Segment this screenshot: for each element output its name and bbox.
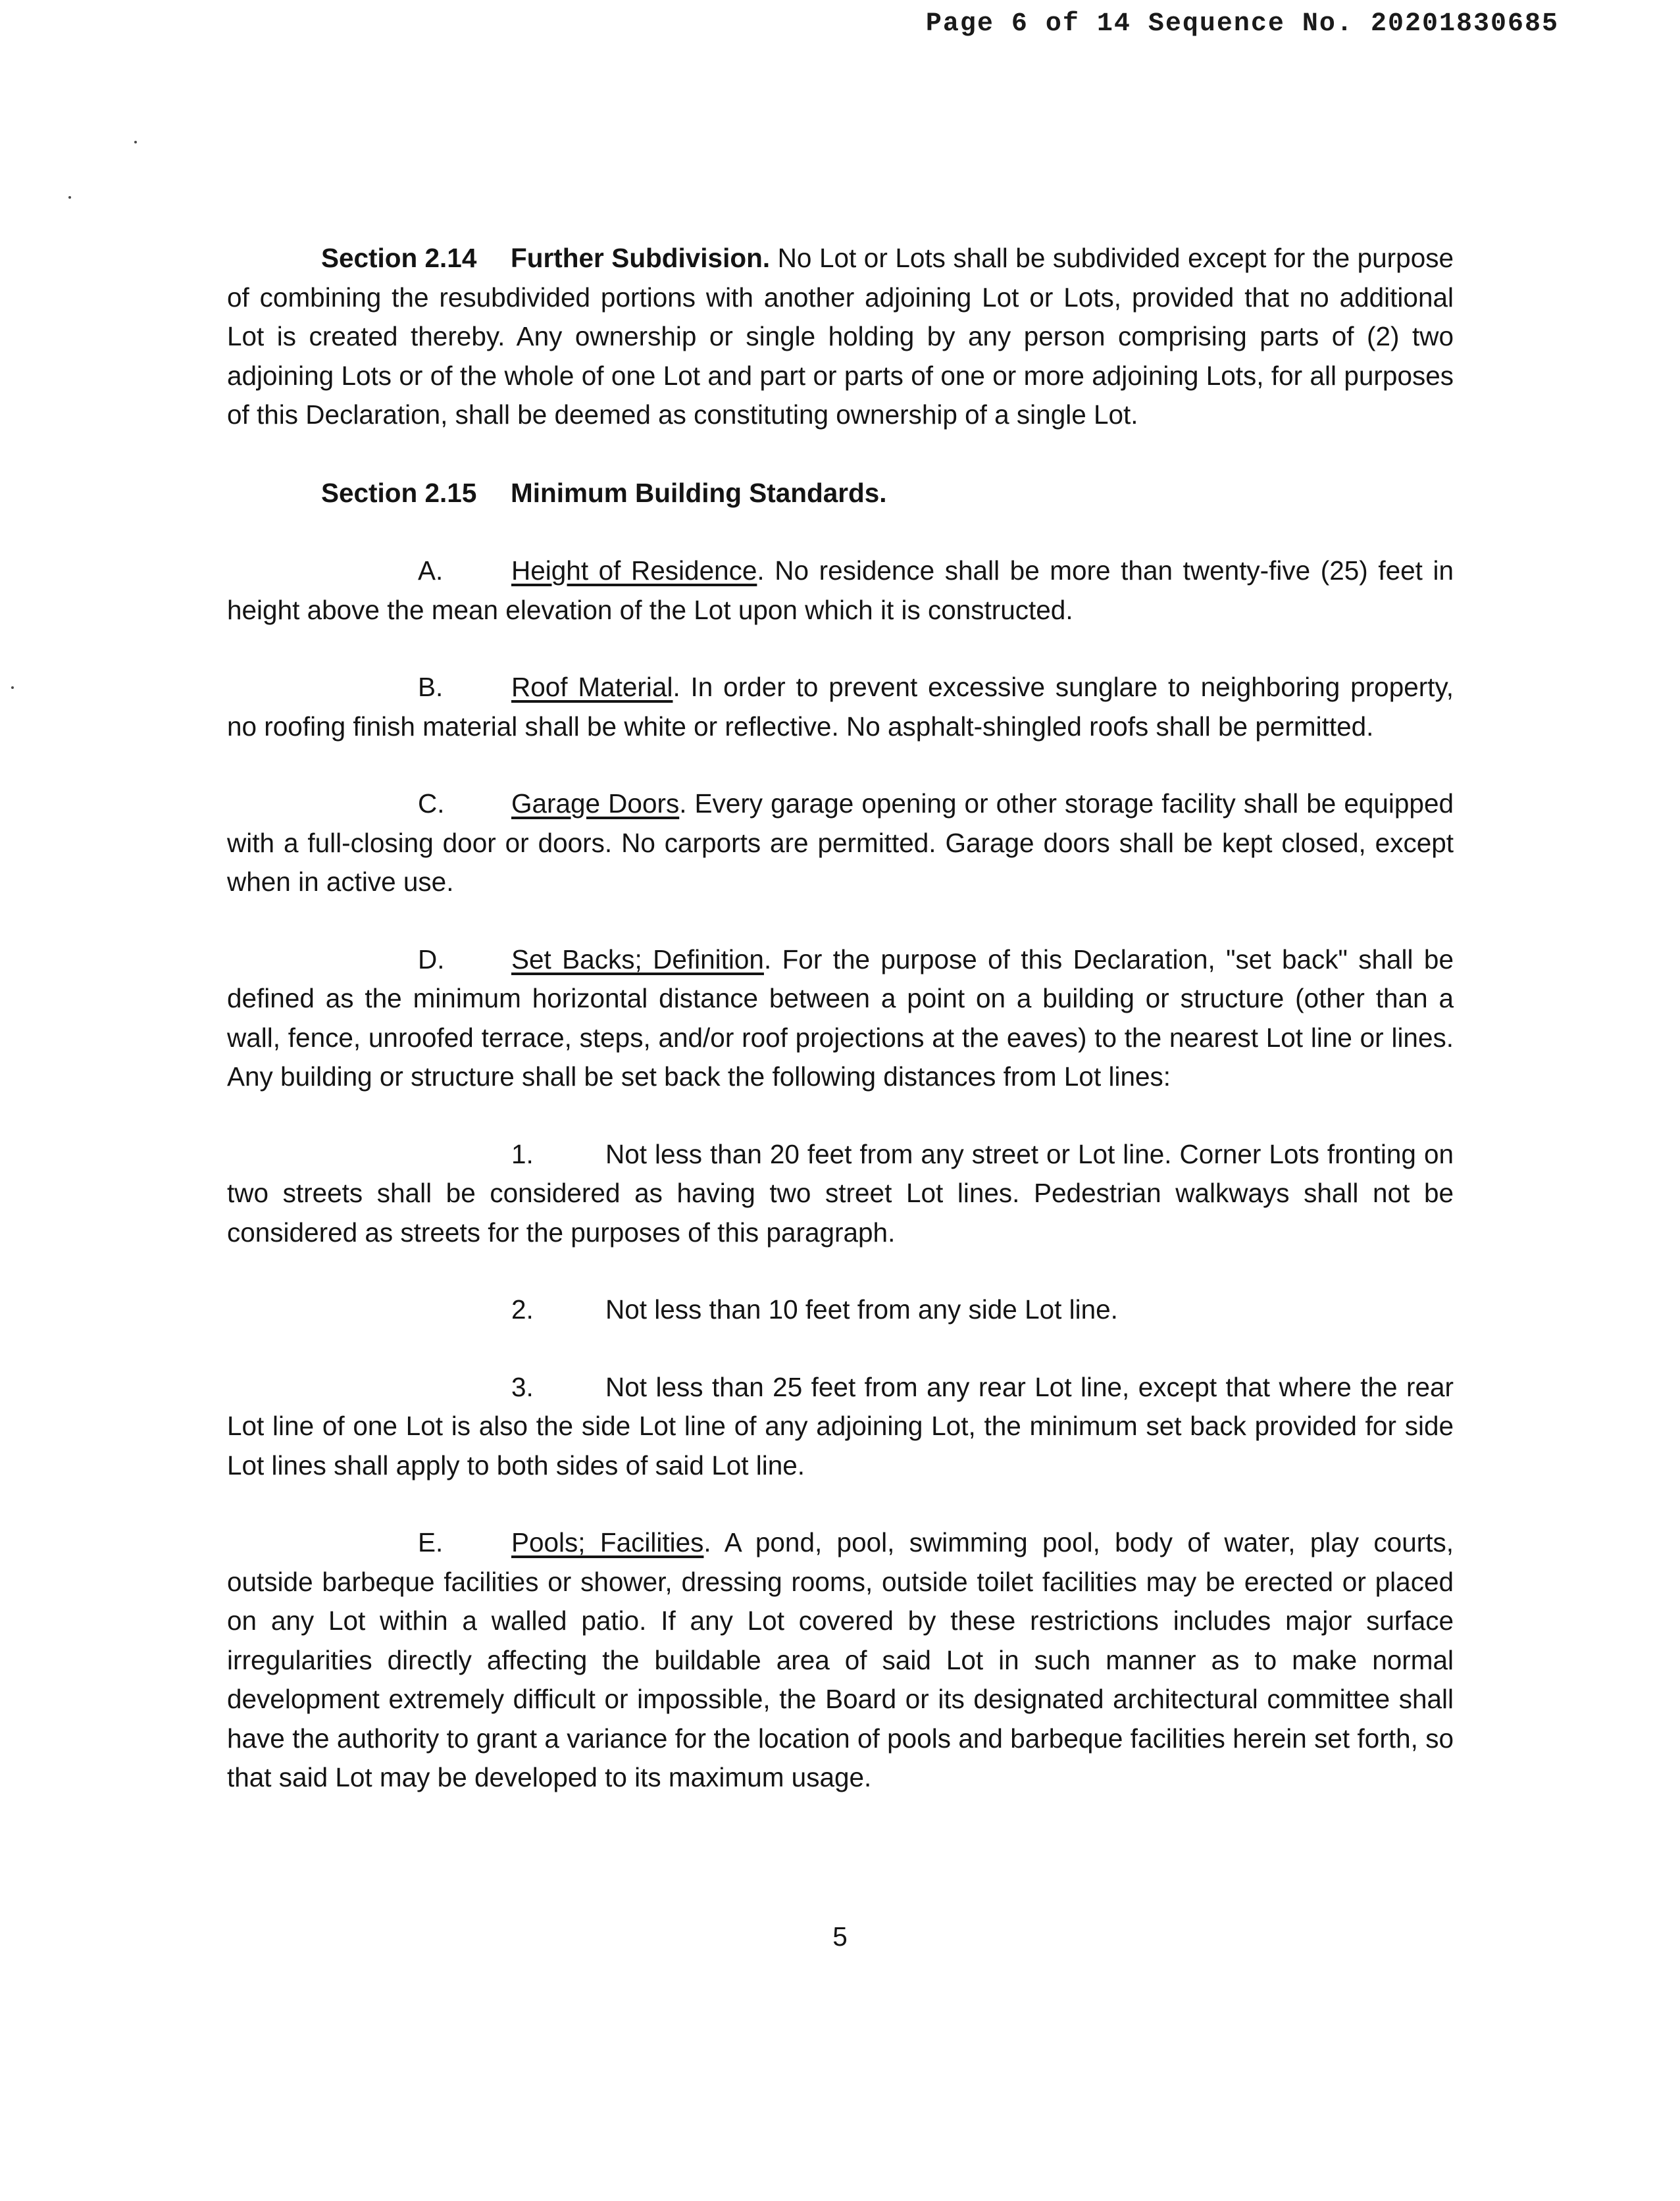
section-title: Minimum Building Standards. (511, 477, 887, 508)
setback-number: 3. (511, 1371, 534, 1402)
item-letter: A. (418, 555, 444, 586)
scan-speck (11, 686, 14, 689)
item-heading: Pools; Facilities (511, 1527, 704, 1557)
document-body (227, 239, 1454, 1798)
setback-body: Not less than 20 feet from any street or Lot line. Corner Lots fronting on two streets shall be considered as having two street Lot lines. Pedestrian walkways shall not be considered as streets for the purposes of this paragraph. (227, 1138, 1454, 1248)
setback-number: 2. (511, 1294, 534, 1325)
section-title: Further Subdivision. (511, 243, 771, 273)
setback-3 (227, 1368, 1454, 1486)
item-letter: D. (418, 944, 445, 974)
section-2-15 (227, 474, 1454, 513)
item-letter: B. (418, 672, 444, 702)
section-number: Section 2.14 (321, 243, 477, 273)
section-body: No Lot or Lots shall be subdivided except for the purpose of combining the resubdivided portions with another adjoining Lot or Lots, provided that no additional Lot is created thereby. Any ownership or single holding by any person comprising parts of (2) two adjoining Lots or of the whole of one Lot and part or parts of one or more adjoining Lots, for all purposes of this Declaration, shall be deemed as constituting ownership of a single Lot. (227, 243, 1454, 430)
item-heading: Set Backs; Definition (511, 944, 764, 974)
item-letter: E. (418, 1527, 444, 1557)
page-header: Page 6 of 14 Sequence No. 20201830685 (925, 9, 1559, 39)
item-heading: Garage Doors (511, 788, 680, 819)
item-body: . No residence shall be more than twenty-five (25) feet in height above the mean elevation of the Lot upon which it is constructed. (227, 555, 1454, 625)
item-body: . A pond, pool, swimming pool, body of water, play courts, outside barbeque facilities or shower, dressing rooms, outside toilet facilities may be erected or placed on any Lot within a walled patio. If any Lot covered by these restrictions includes major surface irregularities directly affecting the buildable area of said Lot in such manner as to make normal development extremely difficult or impossible, the Board or its designated architectural committee shall have the authority to grant a variance for the location of pools and barbeque facilities herein set forth, so that said Lot may be developed to its maximum usage. (227, 1527, 1454, 1792)
page-number: 5 (832, 1921, 848, 1952)
item-heading: Height of Residence (511, 555, 757, 586)
setback-body: Not less than 25 feet from any rear Lot line, except that where the rear Lot line of one Lot is also the side Lot line of any adjoining Lot, the minimum set back provided for side Lot lines shall apply to both sides of said Lot line. (227, 1371, 1454, 1480)
scan-speck (134, 141, 137, 143)
setback-2 (227, 1290, 1454, 1330)
item-body: . For the purpose of this Declaration, "set back" shall be defined as the minimum horizontal distance between a point on a building or structure (other than a wall, fence, unroofed terrace, steps, and/or roof projections at the eaves) to the nearest Lot line or lines. Any building or structure shall be set back the following distances from Lot lines: (227, 944, 1454, 1092)
item-heading: Roof Material (511, 672, 673, 702)
section-2-14 (227, 239, 1454, 435)
item-b (227, 668, 1454, 746)
setback-1 (227, 1135, 1454, 1253)
item-d (227, 940, 1454, 1097)
item-e (227, 1523, 1454, 1798)
scan-speck (68, 196, 71, 199)
section-number: Section 2.15 (321, 477, 477, 508)
item-body: . Every garage opening or other storage facility shall be equipped with a full-closing door or doors. No carports are permitted. Garage doors shall be kept closed, except when in active use. (227, 788, 1454, 897)
item-letter: C. (418, 788, 445, 819)
item-body: . In order to prevent excessive sunglare to neighboring property, no roofing finish material shall be white or reflective. No asphalt-shingled roofs shall be permitted. (227, 672, 1454, 742)
item-c (227, 784, 1454, 902)
item-a (227, 551, 1454, 630)
setback-body: Not less than 10 feet from any side Lot line. (605, 1294, 1118, 1325)
setback-number: 1. (511, 1138, 534, 1169)
